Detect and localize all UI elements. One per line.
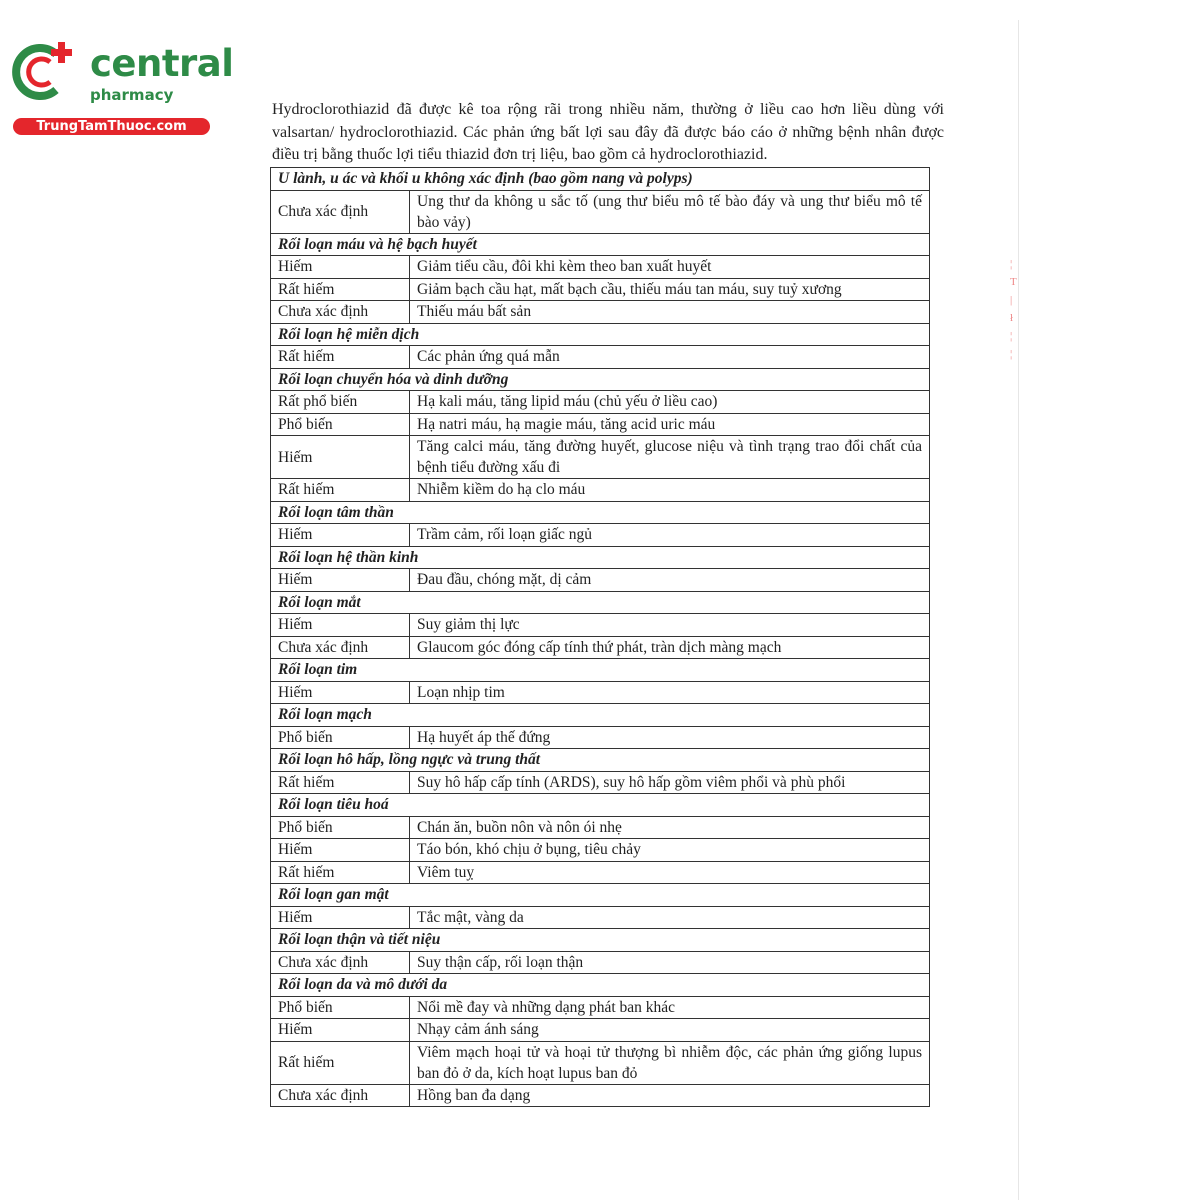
frequency-cell: Hiếm — [271, 614, 410, 637]
logo-sub: pharmacy — [90, 86, 174, 104]
effect-cell: Suy giảm thị lực — [410, 614, 930, 637]
frequency-cell: Hiếm — [271, 1019, 410, 1042]
table-row — [271, 278, 930, 301]
effect-cell: Giảm tiểu cầu, đôi khi kèm theo ban xuất huyết — [410, 256, 930, 279]
effect-cell: Hạ huyết áp thế đứng — [410, 726, 930, 749]
table-row — [271, 861, 930, 884]
category-heading: U lành, u ác và khối u không xác định (bao gồm nang và polyps) — [271, 168, 930, 191]
table-row — [271, 256, 930, 279]
frequency-cell: Rất phổ biến — [271, 391, 410, 414]
category-row — [271, 794, 930, 817]
category-row — [271, 591, 930, 614]
category-heading: Rối loạn hệ miễn dịch — [271, 323, 930, 346]
effect-cell: Hạ kali máu, tăng lipid máu (chủ yếu ở liều cao) — [410, 391, 930, 414]
table-row — [271, 816, 930, 839]
category-row — [271, 323, 930, 346]
effect-cell: Giảm bạch cầu hạt, mất bạch cầu, thiếu máu tan máu, suy tuỷ xương — [410, 278, 930, 301]
table-row — [271, 1041, 930, 1084]
table-row — [271, 951, 930, 974]
category-heading: Rối loạn mắt — [271, 591, 930, 614]
effect-cell: Loạn nhịp tim — [410, 681, 930, 704]
table-row — [271, 524, 930, 547]
category-row — [271, 501, 930, 524]
table-row — [271, 391, 930, 414]
effect-cell: Tắc mật, vàng da — [410, 906, 930, 929]
table-row — [271, 479, 930, 502]
category-heading: Rối loạn máu và hệ bạch huyết — [271, 233, 930, 256]
frequency-cell: Chưa xác định — [271, 1084, 410, 1107]
category-row — [271, 974, 930, 997]
category-heading: Rối loạn tâm thần — [271, 501, 930, 524]
table-row — [271, 614, 930, 637]
effect-cell: Trầm cảm, rối loạn giấc ngủ — [410, 524, 930, 547]
frequency-cell: Chưa xác định — [271, 636, 410, 659]
category-heading: Rối loạn da và mô dưới da — [271, 974, 930, 997]
table-row — [271, 1019, 930, 1042]
table-row — [271, 906, 930, 929]
frequency-cell: Chưa xác định — [271, 301, 410, 324]
effect-cell: Nhiễm kiềm do hạ clo máu — [410, 479, 930, 502]
frequency-cell: Rất hiếm — [271, 479, 410, 502]
effect-cell: Viêm mạch hoại tử và hoại tử thượng bì nhiễm độc, các phản ứng giống lupus ban đỏ ở da, kích hoạt lupus ban đỏ — [410, 1041, 930, 1084]
frequency-cell: Phổ biến — [271, 996, 410, 1019]
frequency-cell: Chưa xác định — [271, 190, 410, 233]
frequency-cell: Rất hiếm — [271, 861, 410, 884]
effect-cell: Các phản ứng quá mẫn — [410, 346, 930, 369]
table-row — [271, 1084, 930, 1107]
table-row — [271, 436, 930, 479]
category-heading: Rối loạn gan mật — [271, 884, 930, 907]
frequency-cell: Rất hiếm — [271, 278, 410, 301]
category-row — [271, 368, 930, 391]
frequency-cell: Hiếm — [271, 569, 410, 592]
category-row — [271, 704, 930, 727]
category-heading: Rối loạn tim — [271, 659, 930, 682]
table-row — [271, 346, 930, 369]
category-heading: Rối loạn chuyển hóa và dinh dưỡng — [271, 368, 930, 391]
table-row — [271, 681, 930, 704]
table-row — [271, 301, 930, 324]
effect-cell: Hạ natri máu, hạ magie máu, tăng acid uric máu — [410, 413, 930, 436]
pharmacy-cross-logo-icon — [12, 40, 76, 104]
effect-cell: Nổi mề đay và những dạng phát ban khác — [410, 996, 930, 1019]
category-row — [271, 233, 930, 256]
table-row — [271, 636, 930, 659]
effect-cell: Suy thận cấp, rối loạn thận — [410, 951, 930, 974]
category-row — [271, 884, 930, 907]
table-row — [271, 413, 930, 436]
category-heading: Rối loạn hệ thần kinh — [271, 546, 930, 569]
intro-paragraph: Hydroclorothiazid đã được kê toa rộng rãi trong nhiều năm, thường ở liều cao hơn liều dùng với valsartan/ hydroclorothiazid. Các phản ứng bất lợi sau đây đã được báo cáo ở những bệnh nhân được điều trị bằng thuốc lợi tiểu thiazid đơn trị liệu, bao gồm cả hydroclorothiazid. — [272, 101, 944, 163]
category-row — [271, 546, 930, 569]
category-row — [271, 749, 930, 772]
table-row — [271, 771, 930, 794]
table-row — [271, 839, 930, 862]
table-row — [271, 569, 930, 592]
table-row — [271, 190, 930, 233]
page-edge — [1018, 20, 1019, 1200]
table-row — [271, 726, 930, 749]
frequency-cell: Rất hiếm — [271, 1041, 410, 1084]
effect-cell: Ung thư da không u sắc tố (ung thư biểu mô tế bào đáy và ung thư biểu mô tế bào vảy) — [410, 190, 930, 233]
logo-url: TrungTamThuoc.com — [13, 118, 210, 135]
effect-cell: Hồng ban đa dạng — [410, 1084, 930, 1107]
frequency-cell: Hiếm — [271, 256, 410, 279]
frequency-cell: Hiếm — [271, 436, 410, 479]
effect-cell: Tăng calci máu, tăng đường huyết, glucose niệu và tình trạng trao đổi chất của bệnh tiểu đường xấu đi — [410, 436, 930, 479]
frequency-cell: Phổ biến — [271, 816, 410, 839]
table-row — [271, 996, 930, 1019]
effect-cell: Đau đầu, chóng mặt, dị cảm — [410, 569, 930, 592]
central-pharmacy-logo — [10, 38, 234, 138]
effect-cell: Nhạy cảm ánh sáng — [410, 1019, 930, 1042]
frequency-cell: Phổ biến — [271, 726, 410, 749]
effect-cell: Thiếu máu bất sản — [410, 301, 930, 324]
category-row — [271, 168, 930, 191]
category-heading: Rối loạn hô hấp, lồng ngực và trung thất — [271, 749, 930, 772]
category-row — [271, 659, 930, 682]
frequency-cell: Hiếm — [271, 524, 410, 547]
frequency-cell: Rất hiếm — [271, 346, 410, 369]
frequency-cell: Hiếm — [271, 906, 410, 929]
frequency-cell: Phổ biến — [271, 413, 410, 436]
effect-cell: Glaucom góc đóng cấp tính thứ phát, tràn dịch màng mạch — [410, 636, 930, 659]
category-heading: Rối loạn mạch — [271, 704, 930, 727]
adverse-reactions-table — [270, 167, 930, 1107]
logo-brand: central — [90, 42, 234, 85]
effect-cell: Táo bón, khó chịu ở bụng, tiêu chảy — [410, 839, 930, 862]
frequency-cell: Hiếm — [271, 839, 410, 862]
effect-cell: Chán ăn, buồn nôn và nôn ói nhẹ — [410, 816, 930, 839]
category-heading: Rối loạn thận và tiết niệu — [271, 929, 930, 952]
category-row — [271, 929, 930, 952]
effect-cell: Viêm tuỵ — [410, 861, 930, 884]
frequency-cell: Rất hiếm — [271, 771, 410, 794]
effect-cell: Suy hô hấp cấp tính (ARDS), suy hô hấp gồm viêm phổi và phù phổi — [410, 771, 930, 794]
category-heading: Rối loạn tiêu hoá — [271, 794, 930, 817]
red-stamp-marks: ¦ T | ł ¦ ¦ — [1010, 258, 1017, 360]
frequency-cell: Hiếm — [271, 681, 410, 704]
frequency-cell: Chưa xác định — [271, 951, 410, 974]
